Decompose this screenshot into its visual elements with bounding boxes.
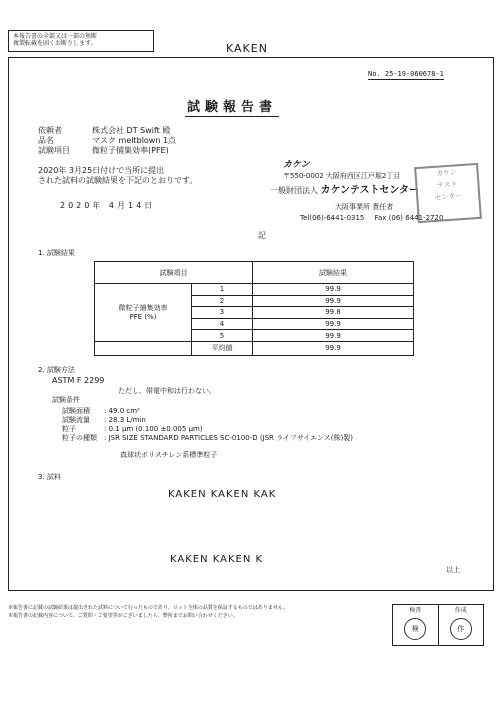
info-row <box>38 126 176 136</box>
issuer-org-prefix: 一般財団法人 <box>270 186 318 195</box>
watermark-text-1: KAKEN KAKEN KAK <box>168 489 277 500</box>
issuer-org-name: カケンテストセンター <box>320 185 419 196</box>
row-number: 2 <box>192 295 253 307</box>
issuer-office-suffix: 責任者 <box>372 203 394 211</box>
info-key: 品名 <box>38 136 54 145</box>
issuer-logo: カケン <box>283 160 310 170</box>
condition-key: 粒子の種類 <box>62 434 97 442</box>
conditions-list <box>62 407 353 443</box>
seal-cell-inspection <box>393 605 438 645</box>
row-number: 4 <box>192 318 253 330</box>
section-1-heading: 1. 試験結果 <box>38 249 75 257</box>
avg-value: 99.9 <box>253 341 414 355</box>
condition-row <box>62 425 353 434</box>
table-row-average <box>95 341 414 355</box>
item-label-2: PFE (%) <box>129 313 157 322</box>
issuer-office <box>335 203 393 212</box>
footer-line-2: 本報告書の記載内容について、ご質問・ご要望等がございましたら、弊所までお問い合わせください。 <box>8 613 238 619</box>
seal-label: 作成 <box>454 607 467 614</box>
condition-row <box>62 416 353 425</box>
copy-notice-box <box>8 30 154 52</box>
condition-value: : 49.0 cm² <box>104 407 140 415</box>
row-number: 3 <box>192 307 253 319</box>
results-table <box>94 261 414 356</box>
intro-line-1: 2020年 3月25日付けで当所に提出 <box>38 166 165 175</box>
notice-line-2: 複製転載を固くお断りします。 <box>13 40 97 47</box>
issuer-fax: Fax (06) 6441-2720 <box>374 214 444 222</box>
issuer-tel: Tel(06)-6441-0315 <box>300 214 365 222</box>
table-header-row <box>95 262 414 284</box>
intro-line-2: された試料の試験結果を下記のとおりです。 <box>38 176 198 185</box>
condition-value: : 0.1 μm (0.100 ±0.005 μm) <box>104 425 203 433</box>
stamp-line-3: センター <box>434 192 463 202</box>
condition-key: 粒子 <box>62 425 76 433</box>
particle-material: 真球状ポリスチレン系標準粒子 <box>120 451 218 459</box>
seal-stamp: 検 <box>404 618 426 640</box>
condition-row <box>62 407 353 416</box>
issuer-address: 〒550-0002 大阪府西区江戸堀2丁目 <box>283 172 401 180</box>
condition-value: : JSR SIZE STANDARD PARTICLES SC-0100-D (JSR ライフサイエンス(株)製) <box>104 434 353 442</box>
header-item: 試験項目 <box>95 262 253 284</box>
row-value: 99.9 <box>253 318 414 330</box>
seal-cell-author <box>438 605 484 645</box>
row-number: 5 <box>192 330 253 342</box>
footer-line-1: 本報告書に記載の試験結果は提出された試料について行ったものであり、ロット全体の品質を保証するものではありません。 <box>8 605 289 611</box>
condition-key: 試験面積 <box>62 407 90 415</box>
seal-stamp: 作 <box>450 618 472 640</box>
info-key: 依頼者 <box>38 126 62 135</box>
issuer-org <box>270 186 419 196</box>
info-row <box>38 136 176 146</box>
test-method: ASTM F 2299 <box>52 376 105 385</box>
watermark-text-2: KAKEN KAKEN K <box>170 554 264 565</box>
notice-line-1: 本報告書の全部又は一部の無断 <box>13 33 98 40</box>
header-brand: KAKEN <box>226 42 268 55</box>
row-value: 99.9 <box>253 295 414 307</box>
ki-mark: 記 <box>258 231 266 240</box>
test-method-note: ただし、帯電中和は行わない。 <box>118 387 216 395</box>
row-value: 99.8 <box>253 307 414 319</box>
end-mark: 以上 <box>446 566 460 574</box>
row-number: 1 <box>192 284 253 296</box>
intro-text <box>38 166 197 186</box>
table-row <box>95 284 414 296</box>
header-result: 試験結果 <box>253 262 414 284</box>
info-key: 試験項目 <box>38 146 70 155</box>
condition-row <box>62 434 353 443</box>
item-label-cell <box>95 284 192 342</box>
info-row <box>38 146 176 156</box>
seal-label: 検査 <box>409 607 422 614</box>
row-value: 99.9 <box>253 330 414 342</box>
condition-value: : 28.3 L/min <box>104 416 146 424</box>
document-number: No. 25-19-060678-1 <box>368 70 444 78</box>
approval-seal-box <box>392 604 484 646</box>
avg-label: 平均値 <box>192 341 253 355</box>
conditions-heading: 試験条件 <box>52 396 80 404</box>
section-3-heading: 3. 試料 <box>38 473 61 481</box>
official-stamp <box>414 163 482 223</box>
info-value: 微粒子捕集効率(PFE) <box>92 146 169 155</box>
section-2-heading: 2. 試験方法 <box>38 366 75 374</box>
info-value: マスク meltblown 1点 <box>92 136 177 145</box>
footer-note <box>8 604 368 620</box>
info-value: 株式会社 DT Swift 殿 <box>92 126 171 135</box>
info-block <box>38 126 176 156</box>
condition-key: 試験流量 <box>62 416 90 424</box>
stamp-line-2: テスト <box>436 180 459 190</box>
stamp-line-1: カケン <box>436 168 458 178</box>
item-label-1: 微粒子捕集効率 <box>118 304 168 313</box>
row-value: 99.9 <box>253 284 414 296</box>
issue-date: 2020年 4月14日 <box>60 201 156 210</box>
page-title: 試験報告書 <box>185 96 279 117</box>
issuer-office-name: 大阪事業所 <box>335 203 370 211</box>
